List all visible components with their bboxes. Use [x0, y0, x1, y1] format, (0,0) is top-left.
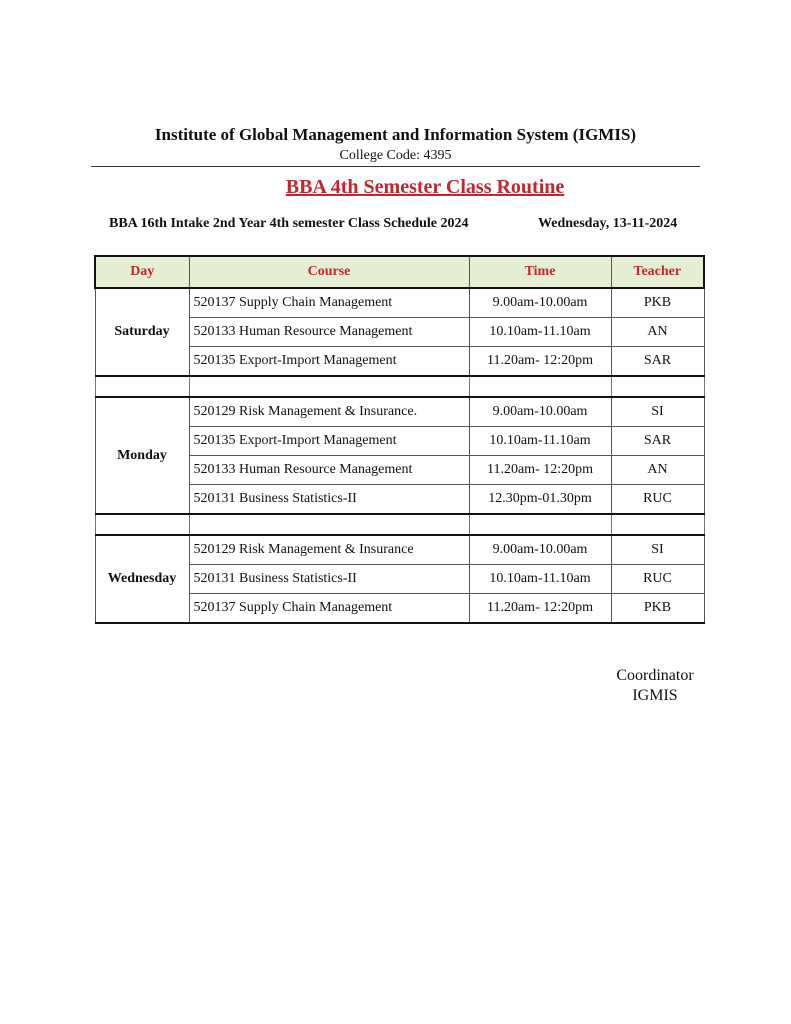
table-row: [95, 397, 704, 427]
column-header-teacher: Teacher: [611, 256, 704, 288]
time-cell: 9.00am-10.00am: [469, 535, 611, 565]
table-row: [95, 288, 704, 318]
spacer-cell: [189, 514, 469, 535]
course-cell: 520131 Business Statistics-II: [189, 485, 469, 515]
column-header-day: Day: [95, 256, 189, 288]
course-cell: 520133 Human Resource Management: [189, 318, 469, 347]
spacer-cell: [611, 376, 704, 397]
course-cell: 520131 Business Statistics-II: [189, 565, 469, 594]
teacher-cell: RUC: [611, 565, 704, 594]
course-cell: 520137 Supply Chain Management: [189, 594, 469, 624]
spacer-cell: [469, 514, 611, 535]
time-cell: 10.10am-11.10am: [469, 318, 611, 347]
time-cell: 10.10am-11.10am: [469, 427, 611, 456]
teacher-cell: AN: [611, 456, 704, 485]
teacher-cell: SI: [611, 535, 704, 565]
day-cell-monday: Monday: [95, 397, 189, 514]
spacer-cell: [189, 376, 469, 397]
teacher-cell: SI: [611, 397, 704, 427]
table-row: [95, 535, 704, 565]
column-header-course: Course: [189, 256, 469, 288]
spacer-row: [95, 376, 704, 397]
spacer-cell: [469, 376, 611, 397]
course-cell: 520129 Risk Management & Insurance: [189, 535, 469, 565]
course-cell: 520129 Risk Management & Insurance.: [189, 397, 469, 427]
teacher-cell: RUC: [611, 485, 704, 515]
time-cell: 12.30pm-01.30pm: [469, 485, 611, 515]
time-cell: 9.00am-10.00am: [469, 288, 611, 318]
institute-name: Institute of Global Management and Information System (IGMIS): [154, 125, 637, 144]
routine-table: [94, 255, 705, 624]
college-code: College Code: 4395: [339, 148, 452, 163]
coordinator-title: Coordinator: [616, 667, 694, 684]
time-cell: 11.20am- 12:20pm: [469, 456, 611, 485]
teacher-cell: SAR: [611, 427, 704, 456]
time-cell: 9.00am-10.00am: [469, 397, 611, 427]
teacher-cell: PKB: [611, 594, 704, 624]
teacher-cell: AN: [611, 318, 704, 347]
course-cell: 520135 Export-Import Management: [189, 347, 469, 377]
teacher-cell: PKB: [611, 288, 704, 318]
table-header-row: [95, 256, 704, 288]
teacher-cell: SAR: [611, 347, 704, 377]
page-title: [0, 176, 791, 199]
time-cell: 11.20am- 12:20pm: [469, 594, 611, 624]
day-cell-wednesday: Wednesday: [95, 535, 189, 623]
spacer-cell: [611, 514, 704, 535]
spacer-row: [95, 514, 704, 535]
signature-block: [600, 666, 710, 706]
schedule-date: Wednesday, 13-11-2024: [538, 216, 678, 231]
spacer-cell: [95, 376, 189, 397]
schedule-subtitle: BBA 16th Intake 2nd Year 4th semester Class Schedule 2024: [109, 216, 469, 231]
header-divider: [91, 166, 700, 167]
day-cell-saturday: Saturday: [95, 288, 189, 376]
course-cell: 520137 Supply Chain Management: [189, 288, 469, 318]
column-header-time: Time: [469, 256, 611, 288]
page-title-text: BBA 4th Semester Class Routine: [285, 176, 565, 198]
coordinator-org: IGMIS: [632, 687, 678, 704]
course-cell: 520135 Export-Import Management: [189, 427, 469, 456]
course-cell: 520133 Human Resource Management: [189, 456, 469, 485]
spacer-cell: [95, 514, 189, 535]
time-cell: 11.20am- 12:20pm: [469, 347, 611, 377]
time-cell: 10.10am-11.10am: [469, 565, 611, 594]
